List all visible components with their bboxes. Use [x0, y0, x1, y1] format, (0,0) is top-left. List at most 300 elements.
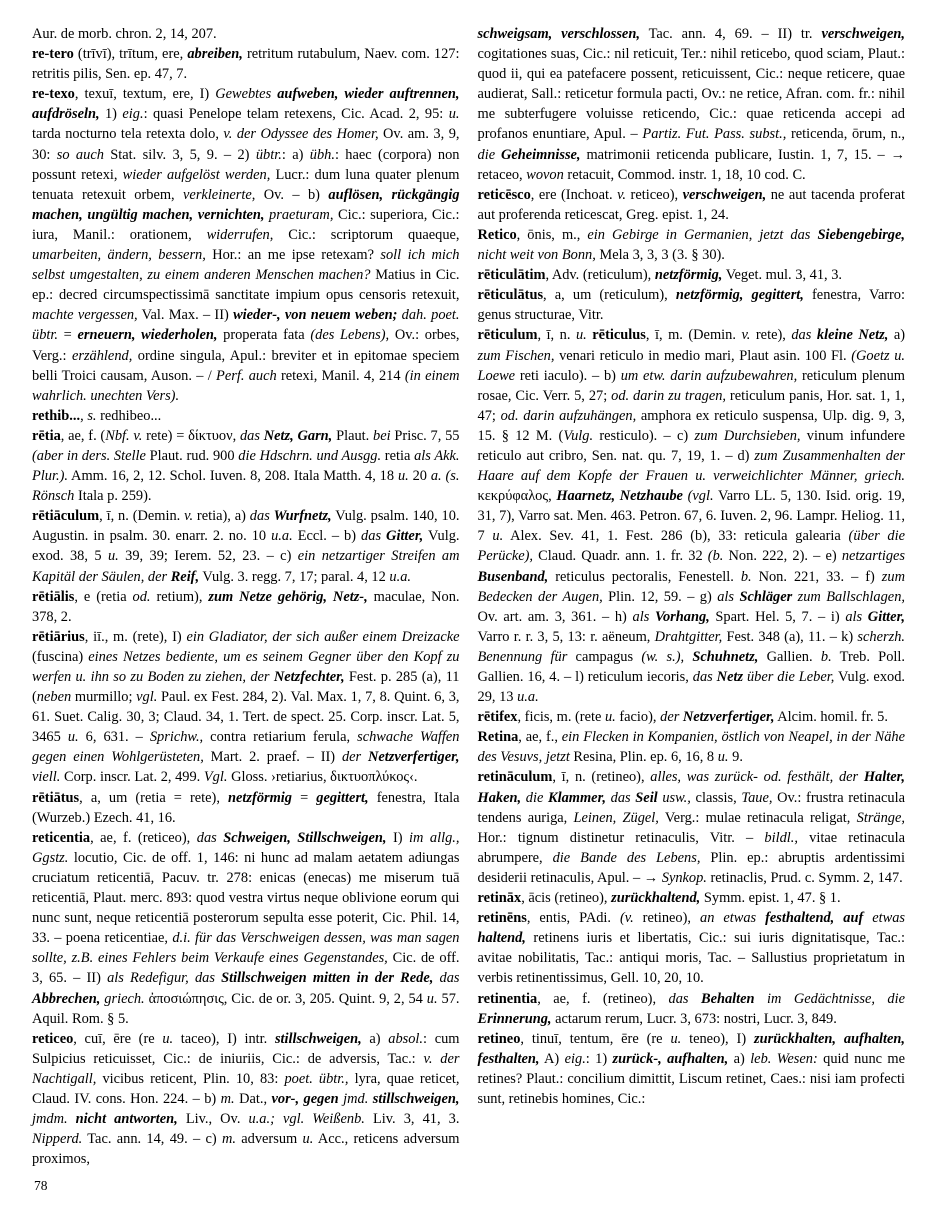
- entry-text: nicht weit von Bonn,: [477, 247, 596, 264]
- entry-text: ordine singula, Apul.: breviter et in epitomae speciem belli Troici causam, Auson. – /: [32, 347, 460, 384]
- entry-text: d.i. für das Verschweigen dessen, was man sagen sollte, z.B. eines Fehlers beim Verkaufe eines Gegenstandes,: [32, 930, 460, 967]
- entry-text: murmillo;: [71, 689, 137, 706]
- entry-text: Acc., reticens adversum proximos,: [32, 1131, 460, 1168]
- entry-text: v.: [184, 508, 194, 525]
- entry-text: u.: [397, 468, 409, 485]
- entry-text: fenestra, Varro: genus structurae, Vitr.: [477, 287, 905, 324]
- entry-text: Stat. silv. 3, 5, 9. – 2): [103, 146, 256, 163]
- entry-text: griech.: [104, 990, 145, 1007]
- entry-text: maculae, Non. 378, 2.: [32, 588, 460, 625]
- entry-text: stillschweigen,: [372, 1090, 460, 1107]
- entry-text: (aber in ders. Stelle: [32, 447, 146, 464]
- entry-text: Spart. Hel. 5, 7. – i): [709, 608, 846, 625]
- entry-text: vinum infundere reticulo aut cribro, Sen. nat. qu. 7, 19, 1. – d): [477, 427, 905, 464]
- entry-text: das: [239, 427, 264, 444]
- dictionary-entry: [32, 406, 460, 426]
- entry-text: quid nunc me retines? Plaut.: concilium dimittit, Liscum retinet, Caes.: nisi iam profecti sunt, retinebis homines, Cic.:: [477, 1050, 906, 1107]
- dictionary-entry: [32, 1029, 460, 1170]
- entry-text: tarda nocturno tela retexta dolo,: [32, 126, 224, 143]
- entry-text: fenestra, Itala (Wurzeb.) Ezech. 41, 16.: [32, 789, 460, 826]
- entry-text: venari reticulo in medio mari, Plaut asin. 100 Fl.: [554, 347, 852, 364]
- entry-text: Val. Max. – II): [137, 307, 234, 324]
- entry-text: poet. übtr.,: [284, 1070, 349, 1087]
- dictionary-entry: [32, 506, 460, 586]
- entry-text: , Adv. (reticulum),: [545, 267, 655, 284]
- entry-text: die Hdschrn. und Ausgg.: [238, 447, 382, 464]
- entry-text: , ae, f. (reticeo),: [90, 829, 197, 846]
- entry-text: u.: [670, 1030, 682, 1047]
- entry-text: b.: [820, 648, 832, 665]
- entry-text: Drahtgitter,: [654, 628, 723, 645]
- entry-text: Dat.,: [234, 1090, 272, 1107]
- dictionary-entry: [478, 185, 906, 225]
- entry-text: als: [632, 608, 655, 625]
- entry-text: facio),: [615, 709, 661, 726]
- entry-text: das: [791, 327, 817, 344]
- headword: reticēsco: [477, 186, 531, 203]
- entry-text: Netzverfertiger,: [682, 709, 775, 726]
- entry-text: wieder-, von neuem weben;: [233, 307, 398, 324]
- entry-text: nicht antworten,: [75, 1111, 178, 1128]
- entry-text: , texuī, textum, ere, I): [74, 86, 216, 103]
- entry-text: Vulg. 3. regg. 7, 17; paral. 4, 12: [199, 568, 390, 585]
- entry-text: die: [525, 789, 548, 806]
- entry-text: Cic. de off. 3, 65. – II): [32, 950, 460, 987]
- entry-text: Resina, Plin. ep. 6, 16, 8: [569, 749, 718, 766]
- entry-text: Gewebtes: [215, 86, 278, 103]
- entry-text: Varro LL. 5, 130. Isid. orig. 19, 31, 7), Varro sat. Men. 463. Petron. 67, 6. Iuven. 2, 96. Lampr. Heliog. 11, 7: [477, 488, 905, 545]
- dictionary-entry: [478, 325, 906, 707]
- entry-text: Varro r. r. 3, 5, 13: r. aëneum,: [477, 628, 655, 645]
- entry-text: Seil: [635, 789, 663, 806]
- entry-text: bei: [373, 427, 391, 444]
- entry-text: wovon: [526, 166, 564, 183]
- entry-text: im Gedächtnisse, die: [767, 990, 906, 1007]
- entry-text: u.a.: [271, 528, 293, 545]
- entry-text: teneo), I): [681, 1030, 754, 1047]
- entry-text: Plaut.: [332, 427, 374, 444]
- entry-text: so auch: [56, 146, 104, 163]
- entry-text: u.: [492, 528, 504, 545]
- entry-text: bildl.,: [764, 829, 798, 846]
- entry-text: redhibeo...: [96, 407, 162, 424]
- entry-text: , ī, n. (retineo),: [552, 769, 651, 786]
- entry-text: (b.: [707, 548, 724, 565]
- entry-text: machte vergessen,: [32, 307, 138, 324]
- column-right: [478, 24, 906, 1169]
- entry-text: =: [58, 327, 78, 344]
- entry-text: cogitationes suas, Cic.: nil reticuit, Ter.: nihil reticebo, quod sciam, Plaut.: quod ii, qui ea patefacere possent, reticuissent, Cic.: neque reticere, quae audierat, Sall.: reticetur formula pacti, Ov.: ne retice, Afran. com. fr.: nihil me subterfugere voluisse reticendo, Cic.: quae reticenda accepi ad profanos enuntiare, Apul. –: [477, 46, 905, 143]
- entry-text: vor-, gegen: [271, 1090, 344, 1107]
- entry-text: Gallien.: [758, 648, 821, 665]
- entry-text: u.: [426, 990, 438, 1007]
- entry-text: Non. 222, 2). – e): [723, 548, 842, 565]
- entry-text: als: [845, 608, 868, 625]
- entry-text: ein Gebirge in Germanien, jetzt das: [587, 226, 818, 243]
- entry-text: Tac. ann. 14, 49. – c): [82, 1131, 222, 1148]
- dictionary-entry: [478, 767, 906, 888]
- entry-text: etwas: [872, 910, 905, 927]
- entry-text: κεκρύφαλος,: [477, 488, 557, 505]
- entry-text: 39, 39; Ierem. 52, 23. – c): [118, 548, 298, 565]
- entry-text: Stillschweigen mitten in der Rede,: [221, 970, 440, 987]
- entry-text: Vulg. exod. 38, 5: [32, 528, 460, 565]
- entry-text: eines Netzes bediente, um es seinem Gegner über den Kopf zu werfen u. ihn so zu Boden zu ziehen, der: [32, 648, 460, 685]
- entry-text: Netzverfertiger,: [367, 749, 460, 766]
- entry-text: properata fata: [217, 327, 311, 344]
- dictionary-entry: [478, 888, 906, 908]
- entry-text: a): [361, 1030, 389, 1047]
- entry-text: an etwas: [700, 910, 766, 927]
- entry-text: widerrufen,: [206, 226, 274, 243]
- entry-text: umarbeiten, ändern, bessern,: [32, 247, 206, 264]
- entry-text: Klammer,: [548, 789, 611, 806]
- entry-text: Abbrechen,: [32, 990, 105, 1007]
- entry-text: , ficis, m. (rete: [517, 709, 605, 726]
- entry-text: eig.: [564, 1050, 586, 1067]
- headword: rētifex: [477, 709, 518, 726]
- entry-text: Mela 3, 3, 3 (3. § 30).: [595, 247, 725, 264]
- entry-text: retacuit, Commod. instr. 1, 18, 10 cod. C.: [563, 166, 806, 183]
- entry-text: erzählend,: [71, 347, 133, 364]
- entry-text: amphora ex reticulo suspensa, Ulp. dig. 9, 3, 15. § 12 M. (: [477, 407, 905, 444]
- entry-text: eig.: [122, 106, 144, 123]
- entry-text: verschweigen,: [821, 26, 905, 42]
- entry-text: schwache Waffen gegen einen Wohlgerüsteten,: [32, 729, 460, 766]
- entry-text: vitae retinacula abrumpere,: [477, 829, 906, 866]
- entry-text: retineo),: [633, 910, 700, 927]
- entry-text: retritum rutabulum, Naev. com. 127: retritis pilis, Sen. ep. 47, 7.: [32, 46, 460, 83]
- entry-text: 20: [408, 468, 431, 485]
- entry-text: , entis, PAdi.: [526, 910, 620, 927]
- entry-text: der: [660, 709, 683, 726]
- entry-text: reticulum plenum rosae, Cic. Verr. 5, 27;: [477, 367, 905, 404]
- entry-text: zum Netze gehörig, Netz-,: [208, 588, 368, 605]
- entry-text: , ī, m. (Demin.: [645, 327, 742, 344]
- entry-text: Fest. p. 285 (a), 11 (: [32, 669, 460, 706]
- entry-text: Stränge,: [856, 809, 905, 826]
- entry-text: rete),: [750, 327, 792, 344]
- dictionary-entry: [478, 1029, 906, 1109]
- entry-text: netzartiges: [841, 548, 905, 565]
- entry-text: , ere (Inchoat.: [530, 186, 618, 203]
- entry-text: , ae, f. (: [60, 427, 106, 444]
- entry-text: stillschweigen,: [274, 1030, 362, 1047]
- entry-text: Fest. 348 (a), 11. – k): [722, 628, 858, 645]
- entry-text: vicibus reticent, Plin. 10, 83:: [96, 1070, 285, 1087]
- entry-text: schweigsam, verschlossen,: [477, 26, 640, 42]
- entry-text: Plin. ep.: abruptis ardentissimi desiderii retinaculis, Apul. – →: [477, 849, 905, 886]
- entry-text: , e (retia: [74, 588, 133, 605]
- dictionary-entry: [478, 908, 906, 988]
- entry-text: retium),: [150, 588, 209, 605]
- entry-text: u.: [604, 709, 616, 726]
- entry-text: (vgl.: [687, 488, 714, 505]
- entry-text: Geheimnisse,: [500, 146, 581, 163]
- entry-text: , ae, f. (retineo),: [537, 990, 669, 1007]
- entry-text: Non. 221, 33. – f): [751, 568, 882, 585]
- entry-text: Gitter,: [867, 608, 905, 625]
- entry-text: dah. poet. übtr.: [32, 307, 460, 344]
- dictionary-entry: [478, 707, 906, 727]
- entry-text: leb. Wesen:: [750, 1050, 818, 1067]
- headword: rētiārius: [32, 628, 85, 645]
- entry-text: kleine Netz,: [816, 327, 889, 344]
- entry-text: Haarnetz, Netzhaube: [556, 488, 688, 505]
- entry-text: : a): [281, 146, 310, 163]
- entry-text: das: [249, 508, 274, 525]
- entry-text: ,: [80, 407, 88, 424]
- entry-text: ἀποσιώπησις, Cic. de or. 3, 205. Quint. 9, 2, 54: [144, 990, 427, 1007]
- entry-text: Gloss. ›retiarius, δικτυοπλύκος‹.: [227, 769, 418, 786]
- entry-text: aufweben, wieder auftrennen, aufdröseln,: [32, 86, 460, 123]
- dictionary-entry: [478, 265, 906, 285]
- entry-text: s.: [87, 407, 97, 424]
- entry-text: , iī., m. (rete), I): [84, 628, 187, 645]
- entry-text: Alex. Sev. 41, 1. Fest. 286 (b), 33: reticula galearia: [503, 528, 849, 545]
- entry-text: übtr.: [255, 146, 282, 163]
- entry-text: alles, was zurück- od. festhält, der: [650, 769, 864, 786]
- entry-text: u.: [717, 749, 729, 766]
- entry-text: zum Fischen,: [477, 347, 555, 364]
- headword: retināculum: [477, 769, 553, 786]
- entry-text: Synkop.: [661, 869, 707, 886]
- entry-text: soll ich mich selbst umgestalten, zu einem anderen Menschen machen?: [32, 247, 460, 284]
- entry-text: Reif,: [170, 568, 200, 585]
- entry-text: u.: [575, 327, 587, 344]
- entry-text: zum Bedecken der Augen,: [477, 568, 905, 605]
- entry-text: usw.,: [662, 789, 691, 806]
- entry-text: u.: [107, 548, 119, 565]
- entry-text: 1): [99, 106, 123, 123]
- entry-text: a): [888, 327, 906, 344]
- entry-text: matrimonii reticenda publicare, Iustin. 1, 7, 15. – → retaceo,: [477, 146, 905, 183]
- entry-text: Plaut. rud. 900: [145, 447, 239, 464]
- entry-text: Hor.: an me ipse retexam?: [205, 247, 381, 264]
- entry-text: über die Leber,: [746, 669, 835, 685]
- entry-text: adversum: [235, 1131, 303, 1148]
- entry-text: retia: [381, 447, 415, 464]
- entry-text: Partiz. Fut. Pass. subst.,: [642, 126, 787, 143]
- entry-text: Schweigen, Stillschweigen,: [223, 829, 387, 846]
- entry-text: Siebengebirge,: [817, 226, 905, 243]
- dictionary-entry: [32, 587, 460, 627]
- entry-text: im allg., Ggstz.: [32, 829, 460, 866]
- entry-text: Liv. 3, 41, 3.: [364, 1111, 460, 1128]
- entry-text: Ov.: orbes, Verg.:: [32, 327, 460, 364]
- headword: retinentia: [477, 990, 538, 1007]
- entry-text: rete) = δίκτυον,: [142, 427, 240, 444]
- entry-text: zurück-, aufhalten,: [612, 1050, 729, 1067]
- entry-text: (w. s.),: [641, 648, 693, 665]
- dictionary-entry: [32, 627, 460, 788]
- entry-text: vgl.: [136, 689, 158, 706]
- entry-text: Nbf. v.: [105, 427, 143, 444]
- entry-text: (Goetz u. Loewe: [477, 347, 906, 384]
- entry-text: od. darin zu tragen,: [611, 387, 727, 404]
- entry-text: od. darin aufzuhängen,: [500, 407, 637, 424]
- entry-text: reti iaculo). – b): [515, 367, 621, 384]
- entry-text: Aur. de morb. chron. 2, 14, 207.: [32, 26, 217, 42]
- entry-text: ein Gladiator, der sich außer einem Dreizacke: [186, 628, 460, 645]
- entry-text: resticulo). – c): [593, 427, 695, 444]
- entry-text: I): [386, 829, 410, 846]
- entry-text: Vorhang,: [654, 608, 710, 625]
- dictionary-entry: [478, 24, 906, 185]
- entry-text: contra retiarium ferula,: [203, 729, 358, 746]
- entry-text: netzförmig, gegittert,: [675, 287, 804, 304]
- entry-text: das: [439, 970, 460, 987]
- entry-text: Veget. mul. 3, 41, 3.: [722, 267, 843, 284]
- entry-text: m.: [221, 1131, 236, 1148]
- entry-text: , ī, n.: [537, 327, 576, 344]
- entry-text: (über die Perücke),: [477, 528, 905, 565]
- entry-text: m.: [220, 1090, 235, 1107]
- entry-text: od.: [132, 588, 151, 605]
- entry-text: Eccl. – b): [292, 528, 362, 545]
- entry-text: Netz, Garn,: [263, 427, 333, 444]
- entry-text: u.: [67, 729, 79, 746]
- entry-text: das: [610, 789, 636, 806]
- dictionary-entry: [32, 788, 460, 828]
- entry-text: Behalten: [700, 990, 767, 1007]
- headword: reticeo: [32, 1030, 74, 1047]
- entry-text: Cic.: scriptorum quaeque,: [273, 226, 460, 243]
- dictionary-entry: [478, 727, 906, 767]
- headword: retinēns: [477, 910, 527, 927]
- entry-text: Lucr.: dum luna quater plenum tenuata retexuit orbem,: [32, 166, 460, 203]
- entry-text: v. der Odyssee des Homer,: [223, 126, 379, 143]
- entry-text: retinaclis, Prud. c. Symm. 2, 147.: [706, 869, 903, 886]
- entry-text: die: [477, 146, 501, 163]
- entry-text: u.a.: [389, 568, 411, 585]
- entry-text: a. (s. Rönsch: [32, 468, 460, 505]
- entry-text: v.: [741, 327, 751, 344]
- entry-text: erneuern, wiederholen,: [77, 327, 218, 344]
- entry-text: u.: [448, 106, 460, 123]
- entry-text: lyra, quae reticet, Claud. IV. cons. Hon. 224. – b): [32, 1070, 460, 1107]
- entry-text: =: [292, 789, 317, 806]
- entry-text: Vulg.: [563, 427, 594, 444]
- dictionary-entry: [32, 426, 460, 506]
- entry-text: Ov. am. 3, 9, 30:: [32, 126, 460, 163]
- entry-text: classis,: [690, 789, 742, 806]
- entry-text: (fuscina): [32, 648, 89, 665]
- page-number: 78: [34, 1178, 48, 1193]
- entry-text: Nipperd.: [32, 1131, 83, 1148]
- entry-text: das: [692, 669, 717, 685]
- entry-text: Vulg. exod. 29, 13: [477, 669, 906, 706]
- entry-text: Matius in Cic. ep.: decred circumspectissimā sanctitate impium opus censoris retexuit,: [32, 267, 460, 304]
- entry-text: Alcim. homil. fr. 5.: [774, 709, 888, 726]
- entry-text: das: [196, 829, 224, 846]
- entry-text: , ī, n. (Demin.: [99, 508, 185, 525]
- entry-text: 57. Aquil. Rom. § 5.: [32, 990, 460, 1027]
- entry-text: Amm. 16, 2, 12. Schol. Iuven. 8, 208. Itala Matth. 4, 18: [67, 468, 398, 485]
- headword: rētiālis: [32, 588, 75, 605]
- entry-text: Symm. epist. 1, 47. § 1.: [700, 890, 841, 907]
- entry-text: viell.: [32, 769, 61, 786]
- entry-text: v. der Nachtigall,: [32, 1050, 460, 1087]
- entry-text: Ov. art. am. 3, 361. – h): [477, 608, 633, 625]
- entry-text: neben: [36, 689, 72, 706]
- entry-text: verkleinerte,: [183, 186, 256, 203]
- entry-text: (v.: [619, 910, 634, 927]
- entry-text: absol.: [388, 1030, 424, 1047]
- entry-text: , ae, f.,: [518, 729, 562, 746]
- entry-text: Verg.: mulae retinacula religat,: [658, 809, 857, 826]
- entry-text: reticulus pectoralis, Fenestell.: [548, 568, 741, 585]
- entry-text: das: [361, 528, 387, 545]
- entry-text: , a, um (reticulum),: [543, 287, 676, 304]
- entry-text: als: [717, 588, 740, 605]
- entry-text: (trīvī), trītum, ere,: [73, 46, 188, 63]
- entry-text: Leinen, Zügel,: [573, 809, 659, 826]
- entry-text: Ov.: frustra retinacula tendens auriga,: [477, 789, 905, 826]
- entry-text: ein Flecken in Kompanien, östlich von Neapel, in der Nähe des Vesuvs, jetzt: [477, 729, 905, 766]
- headword: rēticulātim: [477, 267, 546, 284]
- entry-text: : 1): [585, 1050, 613, 1067]
- entry-text: Corp. inscr. Lat. 2, 499.: [60, 769, 204, 786]
- dictionary-entry: [478, 285, 906, 325]
- entry-text: Taue,: [741, 789, 773, 806]
- entry-text: netzförmig,: [654, 267, 723, 284]
- entry-text: jmdm.: [32, 1111, 76, 1128]
- entry-text: 6, 631. –: [78, 729, 150, 746]
- entry-text: gegittert,: [316, 789, 369, 806]
- entry-text: Erinnerung,: [477, 1010, 552, 1027]
- entry-text: 9.: [728, 749, 743, 766]
- entry-text: retinens iuris et libertatis, Cic.: sui iuris dignitatisque, Tac.: avitae nobilitatis, Tac.: antiqui moris, Tac. – Sallustius proprietatum in verbis retinentissimus, Gell. 10, 20, 10.: [477, 930, 905, 987]
- headword: rēticulus: [592, 327, 646, 344]
- column-left: [32, 24, 460, 1169]
- entry-text: haltend,: [477, 930, 526, 947]
- entry-text: um etw. darin aufzubewahren,: [620, 367, 798, 384]
- entry-text: praeturam,: [264, 206, 334, 223]
- entry-text: locutio, Cic. de off. 1, 146: ni hunc ad malam aetatem adiungas cruciatum reticentiā, Pacuv. tr. 278: enicas (enecas) me miserum tuā reticentiā, Plaut. merc. 893: quod vestra virtus neque oblivione eorum qui nunc sunt, neque reticentiā posterorum sepulta esse poterit, Cic. Phil. 14, 33. – poena reticentiae,: [32, 849, 460, 947]
- entry-text: Vgl.: [203, 769, 228, 786]
- entry-text: Netz: [716, 669, 747, 685]
- entry-text: , a, um (retia = rete),: [79, 789, 229, 806]
- entry-text: : cum Sulpicius reticuisset, Cic.: de iniuriis, Cic.: de adversis, Tac.:: [32, 1030, 460, 1067]
- headword: rēticulum: [477, 327, 538, 344]
- entry-text: Liv., Ov.: [177, 1111, 249, 1128]
- entry-text: Mart. 2. praef. – II): [203, 749, 342, 766]
- entry-text: zum Durchsieben,: [694, 427, 801, 444]
- entry-text: u.a.; vgl. Weißenb.: [248, 1111, 365, 1128]
- entry-text: campagus: [567, 648, 642, 665]
- headword: re-texo: [32, 86, 75, 103]
- headword: reticentia: [32, 829, 91, 846]
- entry-text: die Bande des Lebens,: [552, 849, 701, 866]
- entry-text: A): [539, 1050, 565, 1067]
- entry-text: festhaltend, auf: [765, 910, 873, 927]
- entry-text: zurückhalten, aufhalten, festhalten,: [477, 1030, 905, 1067]
- entry-text: Halter, Haken,: [477, 769, 905, 806]
- entry-text: v.: [617, 186, 627, 203]
- entry-text: Itala p. 259).: [74, 488, 152, 505]
- entry-text: ein netzartiger Streifen am Kapitäl der Säulen, der: [32, 548, 460, 585]
- dictionary-entry: [478, 225, 906, 265]
- entry-text: netzförmig: [228, 789, 292, 806]
- entry-text: u.a.: [517, 689, 539, 706]
- entry-text: als Redefigur, das: [107, 970, 222, 987]
- entry-text: : quasi Penelope telam retexens, Cic. Acad. 2, 95:: [143, 106, 449, 123]
- entry-text: verschweigen,: [682, 186, 767, 203]
- headword: re-tero: [32, 46, 74, 63]
- entry-text: Gitter,: [386, 528, 424, 545]
- headword: rētia: [32, 427, 61, 444]
